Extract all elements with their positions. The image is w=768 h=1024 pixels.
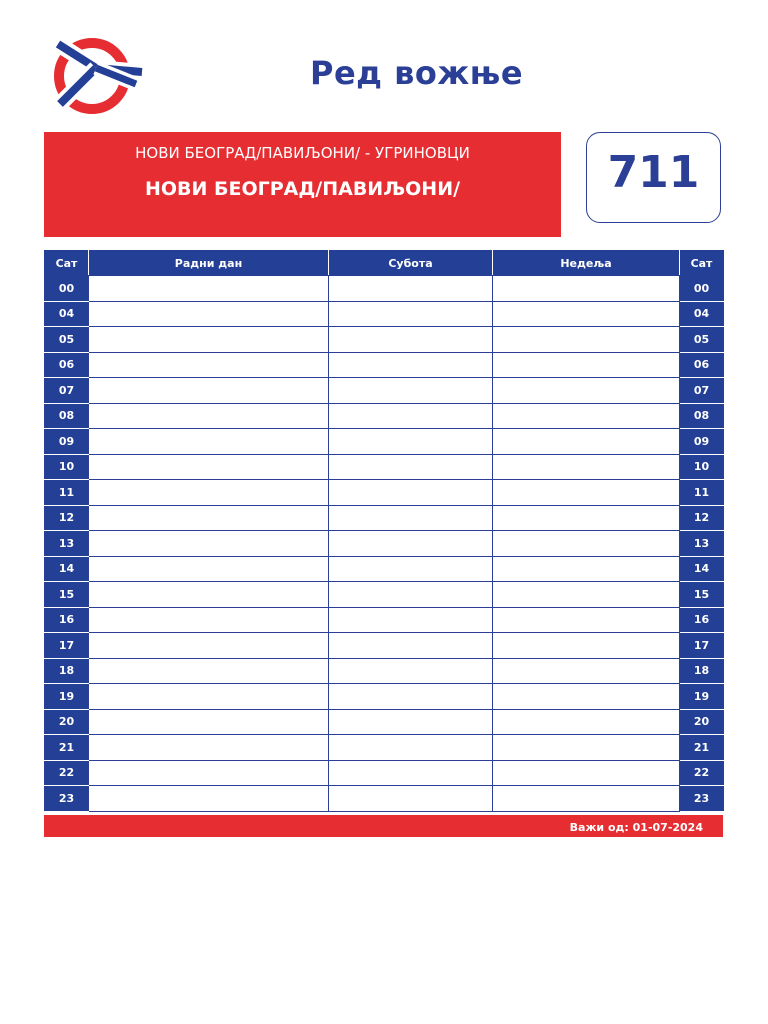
- saturday-cell: [329, 301, 493, 327]
- table-row: [45, 531, 724, 557]
- weekday-cell: [89, 403, 329, 429]
- hour-cell: 20: [45, 709, 89, 735]
- table-row: [45, 403, 724, 429]
- hour-cell-right: 08: [680, 403, 724, 429]
- weekday-cell: [89, 378, 329, 404]
- weekday-cell: [89, 582, 329, 608]
- weekday-cell: [89, 709, 329, 735]
- hour-cell-right: 12: [680, 505, 724, 531]
- sunday-cell: [493, 352, 680, 378]
- hour-cell: 13: [45, 531, 89, 557]
- table-row: [45, 480, 724, 506]
- hour-cell: 07: [45, 378, 89, 404]
- sunday-cell: [493, 327, 680, 353]
- weekday-cell: [89, 480, 329, 506]
- saturday-cell: [329, 582, 493, 608]
- hour-cell: 05: [45, 327, 89, 353]
- hour-cell: 08: [45, 403, 89, 429]
- sunday-cell: [493, 684, 680, 710]
- sunday-cell: [493, 378, 680, 404]
- saturday-cell: [329, 735, 493, 761]
- sunday-cell: [493, 735, 680, 761]
- saturday-cell: [329, 684, 493, 710]
- sunday-cell: [493, 556, 680, 582]
- hour-cell: 12: [45, 505, 89, 531]
- saturday-cell: [329, 403, 493, 429]
- table-row: [45, 760, 724, 786]
- hour-cell-right: 22: [680, 760, 724, 786]
- table-row: [45, 709, 724, 735]
- table-row: [45, 505, 724, 531]
- hour-cell: 21: [45, 735, 89, 761]
- weekday-cell: [89, 327, 329, 353]
- saturday-cell: [329, 352, 493, 378]
- weekday-cell: [89, 658, 329, 684]
- saturday-cell: [329, 786, 493, 812]
- table-row: [45, 658, 724, 684]
- hour-cell-right: 16: [680, 607, 724, 633]
- sunday-cell: [493, 505, 680, 531]
- sunday-cell: [493, 658, 680, 684]
- hour-cell-right: 07: [680, 378, 724, 404]
- hour-cell-right: 09: [680, 429, 724, 455]
- line-number-badge: 711: [586, 132, 721, 223]
- timetable: [44, 250, 724, 812]
- hour-cell: 17: [45, 633, 89, 659]
- saturday-cell: [329, 505, 493, 531]
- weekday-cell: [89, 735, 329, 761]
- table-row: [45, 556, 724, 582]
- route-direction: НОВИ БЕОГРАД/ПАВИЉОНИ/: [144, 178, 461, 200]
- valid-from-text: Важи од: 01-07-2024: [569, 821, 703, 834]
- weekday-cell: [89, 531, 329, 557]
- route-banner: [44, 132, 561, 237]
- saturday-cell: [329, 276, 493, 302]
- table-row: [45, 352, 724, 378]
- weekday-cell: [89, 760, 329, 786]
- saturday-cell: [329, 531, 493, 557]
- table-row: [45, 735, 724, 761]
- hour-cell: 23: [45, 786, 89, 812]
- hour-cell-right: 06: [680, 352, 724, 378]
- saturday-cell: [329, 760, 493, 786]
- weekday-cell: [89, 301, 329, 327]
- hour-cell-right: 14: [680, 556, 724, 582]
- timetable-header-row: [45, 251, 724, 276]
- table-row: [45, 633, 724, 659]
- saturday-cell: [329, 429, 493, 455]
- saturday-cell: [329, 378, 493, 404]
- hour-cell-right: 17: [680, 633, 724, 659]
- sunday-cell: [493, 709, 680, 735]
- weekday-cell: [89, 454, 329, 480]
- saturday-cell: [329, 633, 493, 659]
- hour-cell: 14: [45, 556, 89, 582]
- hour-cell: 11: [45, 480, 89, 506]
- hour-cell: 16: [45, 607, 89, 633]
- sunday-cell: [493, 429, 680, 455]
- hour-cell-right: 18: [680, 658, 724, 684]
- hour-cell: 18: [45, 658, 89, 684]
- hour-cell-right: 00: [680, 276, 724, 302]
- column-header-hour: Сат: [45, 251, 89, 276]
- sunday-cell: [493, 454, 680, 480]
- table-row: [45, 684, 724, 710]
- table-row: [45, 429, 724, 455]
- hour-cell-right: 15: [680, 582, 724, 608]
- table-row: [45, 378, 724, 404]
- saturday-cell: [329, 480, 493, 506]
- hour-cell: 04: [45, 301, 89, 327]
- hour-cell-right: 23: [680, 786, 724, 812]
- saturday-cell: [329, 327, 493, 353]
- hour-cell: 09: [45, 429, 89, 455]
- weekday-cell: [89, 786, 329, 812]
- sunday-cell: [493, 582, 680, 608]
- hour-cell-right: 13: [680, 531, 724, 557]
- sunday-cell: [493, 786, 680, 812]
- table-row: [45, 582, 724, 608]
- hour-cell-right: 19: [680, 684, 724, 710]
- hour-cell: 06: [45, 352, 89, 378]
- table-row: [45, 301, 724, 327]
- hour-cell-right: 04: [680, 301, 724, 327]
- hour-cell-right: 20: [680, 709, 724, 735]
- table-row: [45, 786, 724, 812]
- table-row: [45, 607, 724, 633]
- weekday-cell: [89, 352, 329, 378]
- weekday-cell: [89, 556, 329, 582]
- table-row: [45, 327, 724, 353]
- weekday-cell: [89, 429, 329, 455]
- saturday-cell: [329, 658, 493, 684]
- weekday-cell: [89, 633, 329, 659]
- sunday-cell: [493, 480, 680, 506]
- column-header-weekday: Радни дан: [89, 251, 329, 276]
- table-row: [45, 276, 724, 302]
- hour-cell: 22: [45, 760, 89, 786]
- column-header-sunday: Недеља: [493, 251, 680, 276]
- column-header-saturday: Субота: [329, 251, 493, 276]
- column-header-hour-right: Сат: [680, 251, 724, 276]
- sunday-cell: [493, 633, 680, 659]
- sunday-cell: [493, 760, 680, 786]
- saturday-cell: [329, 454, 493, 480]
- hour-cell: 10: [45, 454, 89, 480]
- hour-cell: 15: [45, 582, 89, 608]
- sunday-cell: [493, 403, 680, 429]
- sunday-cell: [493, 301, 680, 327]
- weekday-cell: [89, 276, 329, 302]
- hour-cell-right: 11: [680, 480, 724, 506]
- sunday-cell: [493, 276, 680, 302]
- page-title: Ред вожње: [310, 54, 524, 92]
- hour-cell-right: 21: [680, 735, 724, 761]
- hour-cell-right: 05: [680, 327, 724, 353]
- sunday-cell: [493, 531, 680, 557]
- hour-cell: 00: [45, 276, 89, 302]
- sunday-cell: [493, 607, 680, 633]
- hour-cell-right: 10: [680, 454, 724, 480]
- saturday-cell: [329, 607, 493, 633]
- route-full-name: НОВИ БЕОГРАД/ПАВИЉОНИ/ - УГРИНОВЦИ: [135, 144, 470, 162]
- weekday-cell: [89, 607, 329, 633]
- weekday-cell: [89, 505, 329, 531]
- footer-bar: [44, 815, 723, 837]
- table-row: [45, 454, 724, 480]
- saturday-cell: [329, 709, 493, 735]
- transport-logo-icon: [50, 38, 146, 114]
- saturday-cell: [329, 556, 493, 582]
- weekday-cell: [89, 684, 329, 710]
- hour-cell: 19: [45, 684, 89, 710]
